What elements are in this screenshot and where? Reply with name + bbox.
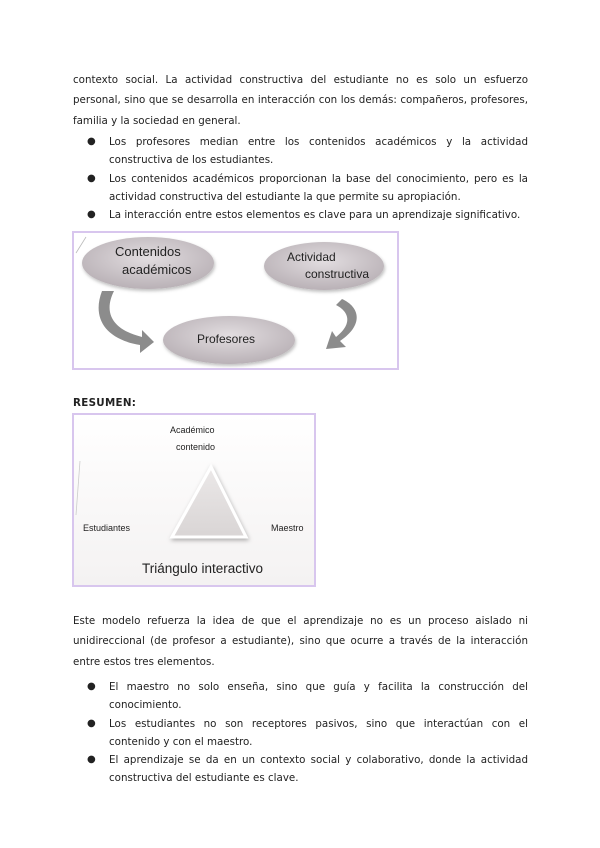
list-item: ● La interacción entre estos elementos es clave para un aprendizaje significativo. <box>73 206 528 224</box>
summary-paragraph: Este modelo refuerza la idea de que el aprendizaje no es un proceso aislado ni unidireccional (de profesor a estudiante), sino que ocurre a través de la interacción entre estos tres elementos. <box>73 615 528 668</box>
node-activity-label-line2: constructiva <box>305 267 370 281</box>
node-contents-label-line1: Contenidos <box>115 244 181 259</box>
bullet-list-summary <box>73 678 528 788</box>
list-item: ● Los profesores median entre los contenidos académicos y la actividad constructiva de los estudiantes. <box>73 133 528 170</box>
bullet-list-roles <box>73 133 528 224</box>
list-item: ● El maestro no solo enseña, sino que guía y facilita la construcción del conocimiento. <box>73 678 528 715</box>
node-teachers-label: Profesores <box>197 332 256 346</box>
list-item: ● El aprendizaje se da en un contexto social y colaborativo, donde la actividad constructiva del estudiante es clave. <box>73 751 528 788</box>
triangle-left-label: Estudiantes <box>83 523 131 533</box>
list-item: ● Los contenidos académicos proporcionan la base del conocimiento, pero es la actividad constructiva del estudiante la que permite su apropiación. <box>73 170 528 207</box>
triangle-caption: Triángulo interactivo <box>142 561 264 576</box>
bullet-icon: ● <box>87 717 96 729</box>
intro-paragraph: contexto social. La actividad constructiva del estudiante no es solo un esfuerzo personal, sino que se desarrolla en interacción con los demás: compañeros, profesores, familia y la sociedad en general. <box>73 74 528 127</box>
triangle-top-label-line2: contenido <box>176 442 216 452</box>
node-contents-label-line2: académicos <box>122 262 192 277</box>
node-activity-label-line1: Actividad <box>287 250 336 264</box>
summary-heading: RESUMEN: <box>73 397 137 409</box>
triangle-diagram <box>72 413 316 587</box>
bullet-icon: ● <box>87 754 96 766</box>
triangle-top-label-line1: Académico <box>170 425 215 435</box>
bullet-icon: ● <box>87 681 96 692</box>
bullet-icon: ● <box>87 209 96 221</box>
bullet-icon: ● <box>87 136 96 147</box>
triangle-diagram-graphic <box>74 415 314 585</box>
triangle-right-label: Maestro <box>271 523 304 533</box>
list-item: ● Los estudiantes no son receptores pasivos, sino que interactúan con el contenido y con el maestro. <box>73 715 528 752</box>
cycle-diagram <box>72 231 399 370</box>
bullet-icon: ● <box>87 172 96 184</box>
